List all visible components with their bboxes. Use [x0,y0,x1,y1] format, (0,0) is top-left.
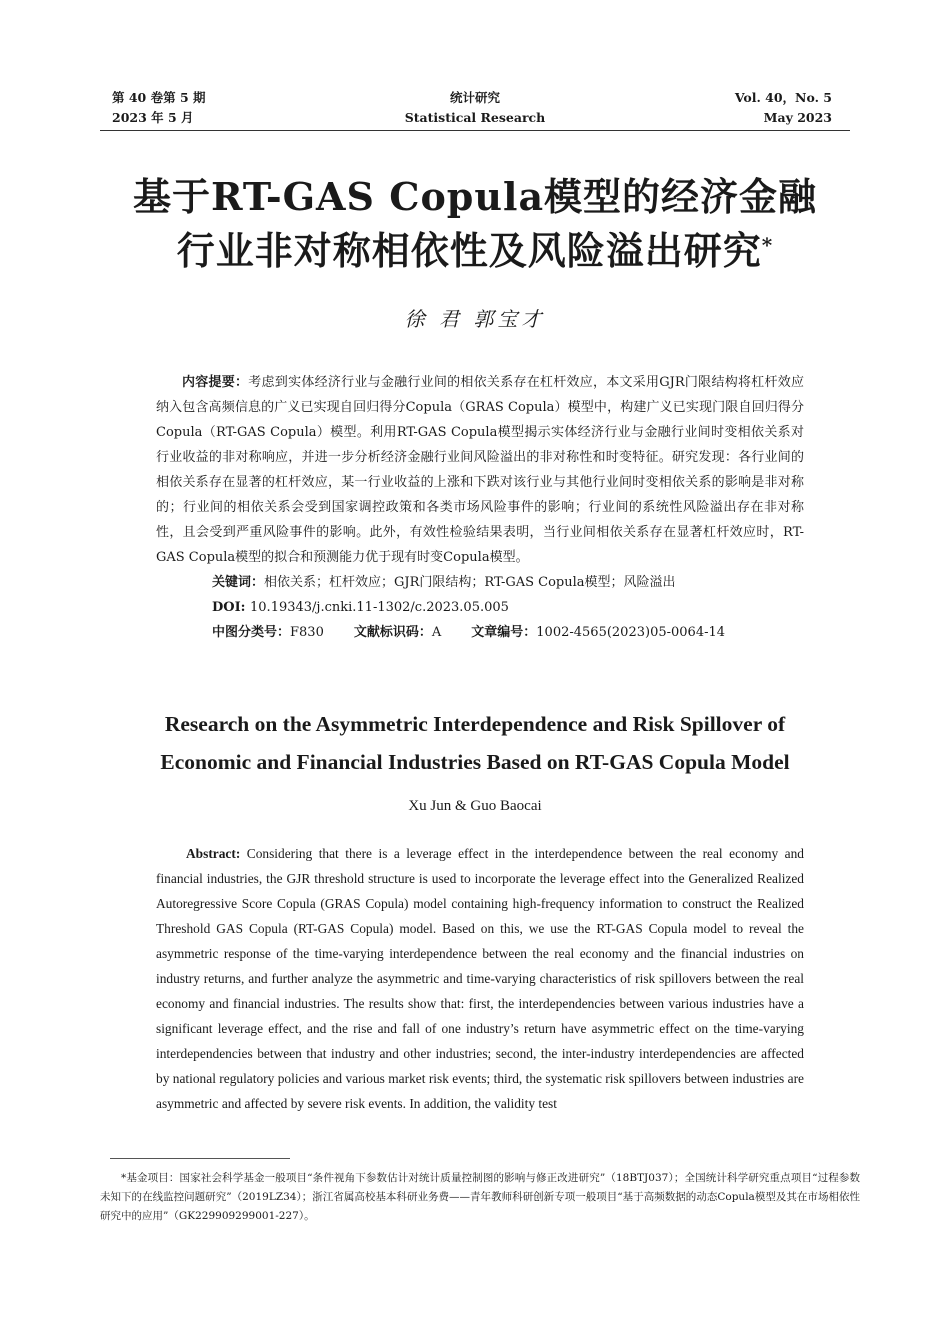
english-abstract-text: Considering that there is a leverage effect in the interdependence between the real economy and financial industries, the GJR threshold structure is used to incorporate the leverage effect into the Generalized Realized Autoregressive Score Copula (GRAS Copula) model containing high-frequency information to construct the Realized Threshold GAS Copula (RT-GAS Copula) model. Based on this, we use the RT-GAS Copula model to reveal the asymmetric response of the time-varying interdependence between the real economy and the financial industries on industry returns, and further analyze the asymmetric and time-varying characteristics of risk spillovers between the real economy and financial industries. The results show that: first, the interdependencies between various industries have a significant leverage effect, and the rise and fall of one industry’s return have asymmetric effect on the time-varying interdependencies between that industry and other industries; second, the inter-industry interdependencies are affected by national regulatory policies and various market risk events; third, the systematic risk spillovers between industries are asymmetric and affected by severe risk events. In addition, the validity test [156,846,805,1111]
doc-code-text: A [431,625,442,640]
english-abstract-label: Abstract: [186,846,247,861]
funding-footnote [100,1169,860,1226]
keywords-label: 关键词： [212,575,265,590]
chinese-abstract-label: 内容提要： [182,375,249,390]
article-no-text: 1002-4565(2023)05-0064-14 [536,625,726,640]
chinese-authors: 徐 君 郭宝才 [404,307,546,331]
date-cn: 2023 年 5 月 [112,110,194,125]
doi-label: DOI: [212,600,251,615]
clc-text: F830 [290,625,324,640]
chinese-abstract [156,370,804,570]
doi-line [156,595,804,620]
doi-text: 10.19343/j.cnki.11-1302/c.2023.05.005 [250,600,509,615]
english-title-line-2: Economic and Financial Industries Based on RT-GAS Copula Model [160,750,790,774]
keywords-line [156,570,804,595]
journal-name-cn: 统计研究 [449,90,500,105]
header-divider [100,130,850,131]
journal-volume-issue-en [735,88,832,128]
funding-footnote-text: *基金项目：国家社会科学基金一般项目“条件视角下参数估计对统计质量控制图的影响与修正改进研究”（18BTJ037）；全国统计科学研究重点项目“过程参数未知下的在线监控问题研究”（2019LZ34）；浙江省属高校基本科研业务费——青年教师科研创新专项一般项目“基于高频数据的动态Copula模型及其在市场相依性研究中的应用”（GK229909299001-227）。 [100,1172,860,1222]
english-abstract-block [156,841,804,1116]
volume-issue-cn: 第 40 卷第 5 期 [112,90,206,105]
classification-line [156,620,804,645]
funding-footnote-mark: * [761,233,774,257]
english-title-line-1: Research on the Asymmetric Interdependence and Risk Spillover of [164,712,786,736]
footnote-divider [110,1158,290,1159]
volume-issue-en: Vol. 40，No. 5 [734,90,832,105]
journal-name-en: Statistical Research [404,110,546,125]
chinese-abstract-block [156,370,804,645]
keywords-text: 相依关系；杠杆效应；GJR门限结构；RT-GAS Copula模型；风险溢出 [264,575,676,590]
chinese-title [80,170,870,278]
english-authors: Xu Jun & Guo Baocai [408,798,542,814]
article-no-label: 文章编号： [471,625,537,640]
chinese-title-line-2 [80,224,870,278]
chinese-title-line-1: 基于RT-GAS Copula模型的经济金融 [132,174,818,219]
clc-label: 中图分类号： [212,625,291,640]
date-en: May 2023 [763,110,832,125]
chinese-title-line-2-text: 行业非对称相依性及风险溢出研究 [176,228,762,273]
english-title [60,705,890,781]
doc-code-label: 文献标识码： [353,625,432,640]
english-abstract [156,841,804,1116]
chinese-abstract-text: 考虑到实体经济行业与金融行业间的相依关系存在杠杆效应，本文采用GJR门限结构将杠杆效应纳入包含高频信息的广义已实现自回归得分Copula（GRAS Copula）模型中，构建广义已实现门限自回归得分Copula（RT-GAS Copula）模型。利用RT-GAS Copula模型揭示实体经济行业与金融行业间时变相依关系对行业收益的非对称响应，并进一步分析经济金融行业间风险溢出的非对称性和时变特征。研究发现：各行业间的相依关系存在显著的杠杆效应，某一行业收益的上涨和下跌对该行业与其他行业间时变相依关系的影响是非对称的；行业间的相依关系会受到国家调控政策和各类市场风险事件的影响；行业间的系统性风险溢出存在非对称性，且会受到严重风险事件的影响。此外，有效性检验结果表明，当行业间相依关系存在显著杠杆效应时，RT-GAS Copula模型的拟合和预测能力优于现有时变Copula模型。 [156,375,804,565]
